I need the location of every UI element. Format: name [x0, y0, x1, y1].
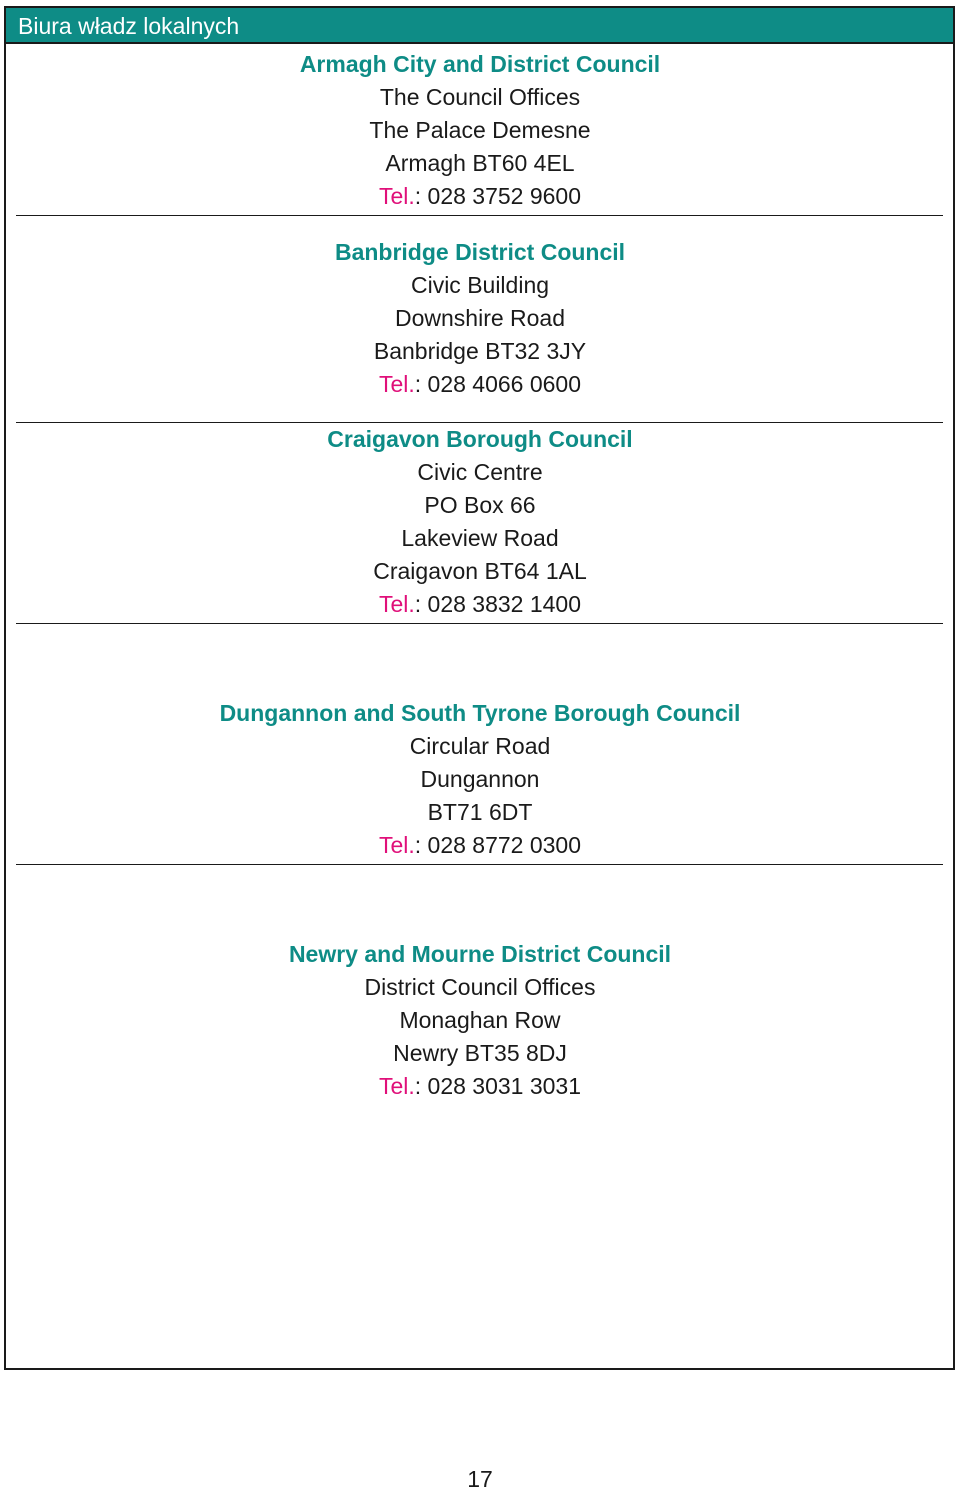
council-name: Dungannon and South Tyrone Borough Council — [219, 700, 741, 726]
telephone-label: Tel. — [378, 832, 415, 858]
telephone-label: Tel. — [378, 371, 415, 397]
address-line: Civic Building — [410, 272, 550, 298]
address-line: Lakeview Road — [401, 525, 559, 551]
address-line: Civic Centre — [417, 459, 543, 485]
address-line: District Council Offices — [364, 974, 596, 1000]
page-number: 17 — [467, 1466, 493, 1492]
telephone — [0, 368, 960, 401]
telephone-number: : 028 3832 1400 — [414, 591, 582, 617]
address-line: The Palace Demesne — [369, 117, 591, 143]
council-name: Newry and Mourne District Council — [288, 941, 672, 967]
telephone-number: : 028 8772 0300 — [414, 832, 582, 858]
address-line: The Council Offices — [379, 84, 581, 110]
telephone-number: : 028 3752 9600 — [414, 183, 582, 209]
telephone — [0, 1070, 960, 1103]
address-line: Circular Road — [409, 733, 551, 759]
council-entry-banbridge — [0, 236, 960, 401]
telephone-label: Tel. — [378, 183, 415, 209]
council-entry-armagh — [0, 48, 960, 213]
address-line: Dungannon — [420, 766, 540, 792]
divider — [16, 623, 943, 624]
telephone — [0, 588, 960, 621]
address-line: Banbridge BT32 3JY — [373, 338, 587, 364]
council-entry-craigavon — [0, 423, 960, 621]
divider — [16, 215, 943, 216]
address-line: Downshire Road — [394, 305, 566, 331]
address-line: PO Box 66 — [424, 492, 536, 518]
divider — [16, 864, 943, 865]
telephone-label: Tel. — [378, 591, 415, 617]
address-line: BT71 6DT — [427, 799, 533, 825]
address-line: Craigavon BT64 1AL — [373, 558, 587, 584]
council-entry-dungannon — [0, 697, 960, 862]
address-line: Newry BT35 8DJ — [393, 1040, 567, 1066]
council-entry-newry — [0, 938, 960, 1103]
address-line: Monaghan Row — [399, 1007, 561, 1033]
section-title: Biura władz lokalnych — [18, 13, 240, 39]
telephone-number: : 028 3031 3031 — [414, 1073, 582, 1099]
telephone-label: Tel. — [378, 1073, 415, 1099]
telephone — [0, 180, 960, 213]
council-name: Craigavon Borough Council — [327, 426, 633, 452]
section-header — [4, 6, 955, 44]
telephone — [0, 829, 960, 862]
council-name: Armagh City and District Council — [299, 51, 661, 77]
address-line: Armagh BT60 4EL — [385, 150, 575, 176]
telephone-number: : 028 4066 0600 — [414, 371, 582, 397]
council-name: Banbridge District Council — [334, 239, 626, 265]
